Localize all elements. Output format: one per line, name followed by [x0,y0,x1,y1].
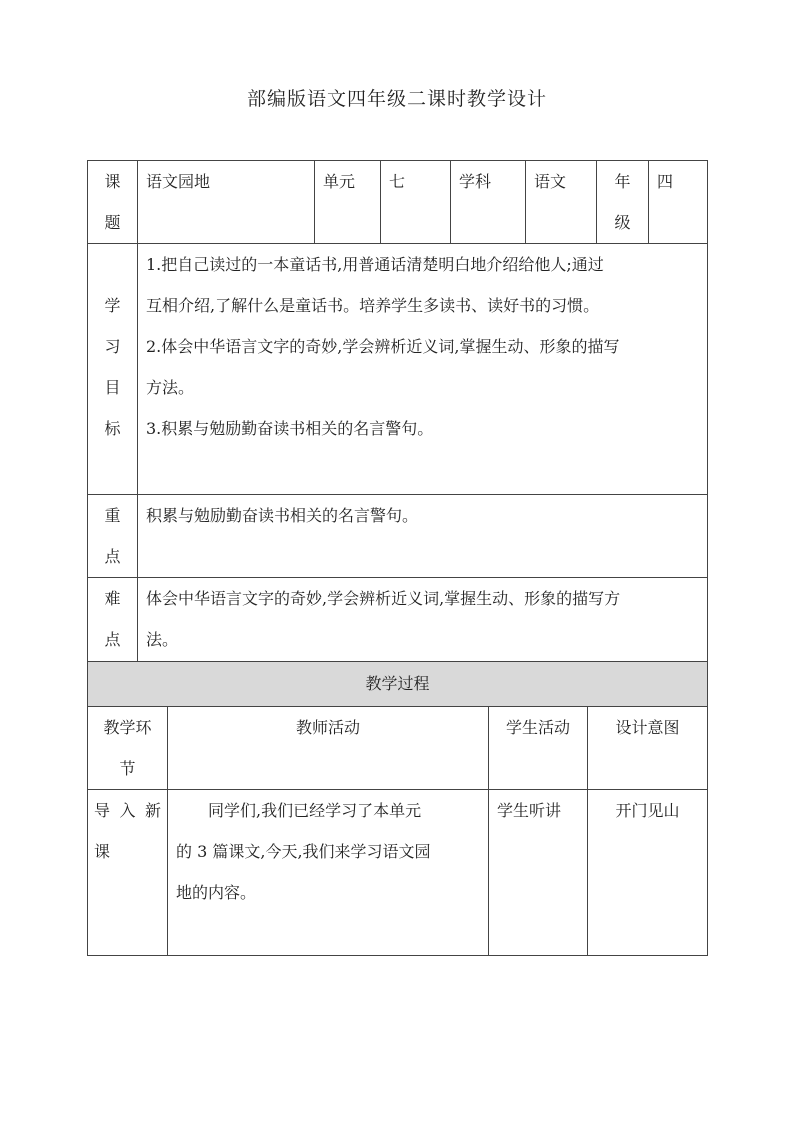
teacher-activity-cell: 同学们,我们已经学习了本单元 的 3 篇课文,今天,我们来学习语文园 地的内容。 [168,790,489,956]
column-intent: 设计意图 [588,707,708,790]
column-teacher: 教师活动 [168,707,489,790]
process-header-row [88,662,708,707]
key-points-label: 重 点 [88,495,138,578]
key-points-row [88,495,708,578]
key-points-content: 积累与勉励勤奋读书相关的名言警句。 [138,495,708,578]
stage-cell: 导 入 新 课 [88,790,168,956]
goal-line: 3.积累与勉励勤奋读书相关的名言警句。 [146,419,434,438]
teaching-process-table [87,661,708,956]
subject-value: 语文 [526,161,597,244]
subject-label: 学科 [451,161,526,244]
grade-value: 四 [649,161,708,244]
goals-row [88,244,708,495]
info-row [88,161,708,244]
lesson-info-table [87,160,708,662]
column-stage: 教学环 节 [88,707,168,790]
student-activity-cell: 学生听讲 [489,790,588,956]
goal-line: 互相介绍,了解什么是童话书。培养学生多读书、读好书的习惯。 [146,296,600,315]
goal-line: 2.体会中华语言文字的奇妙,学会辨析近义词,掌握生动、形象的描写 [146,337,620,356]
unit-label: 单元 [315,161,381,244]
process-header: 教学过程 [88,662,708,707]
page-title: 部编版语文四年级二课时教学设计 [246,88,547,110]
goal-line: 1.把自己读过的一本童话书,用普通话清楚明白地介绍给他人;通过 [146,255,604,274]
table-row [88,790,708,956]
grade-label: 年 级 [597,161,649,244]
difficulties-content: 体会中华语言文字的奇妙,学会辨析近义词,掌握生动、形象的描写方 法。 [138,578,708,662]
difficulties-label: 难 点 [88,578,138,662]
goals-content [138,244,708,495]
design-intent-cell: 开门见山 [588,790,708,956]
unit-value: 七 [381,161,451,244]
goal-line: 方法。 [146,378,195,397]
course-value: 语文园地 [138,161,315,244]
difficulties-row [88,578,708,662]
course-label: 课 题 [88,161,138,244]
column-student: 学生活动 [489,707,588,790]
process-columns-row [88,707,708,790]
goals-label: 学 习 目 标 [88,244,138,495]
